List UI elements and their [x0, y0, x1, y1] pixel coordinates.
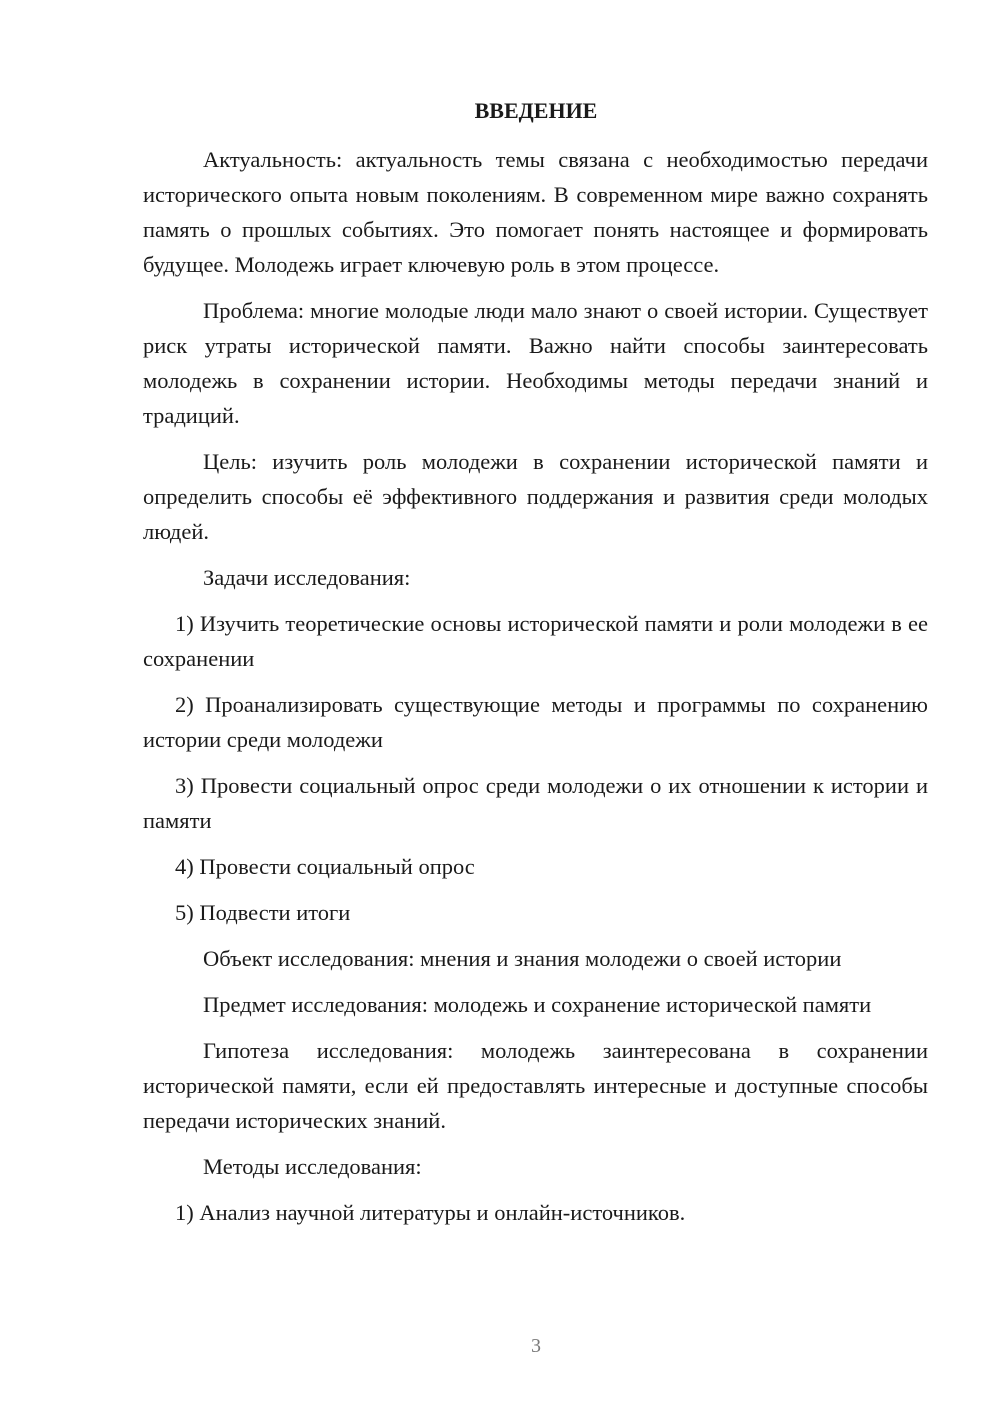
task-item: 1) Изучить теоретические основы исторической памяти и роли молодежи в ее сохранении: [143, 611, 928, 671]
methods-heading: Методы исследования:: [203, 1154, 422, 1179]
paragraph-hypothesis: Гипотеза исследования: молодежь заинтересована в сохранении исторической памяти, если ей предоставлять интересные и доступные способы передачи исторических знаний.: [143, 1038, 928, 1133]
paragraph-object: Объект исследования: мнения и знания молодежи о своей истории: [203, 946, 842, 971]
task-item: 4) Провести социальный опрос: [175, 854, 475, 879]
task-item: 3) Провести социальный опрос среди молодежи о их отношении к истории и памяти: [143, 773, 928, 833]
method-item: 1) Анализ научной литературы и онлайн-источников.: [175, 1200, 686, 1225]
section-title: ВВЕДЕНИЕ: [474, 98, 598, 123]
paragraph-problem: Проблема: многие молодые люди мало знают о своей истории. Существует риск утраты исторической памяти. Важно найти способы заинтересовать молодежь в сохранении истории. Необходимы методы передачи знаний и традиций.: [143, 298, 928, 428]
page-number: 3: [531, 1335, 541, 1357]
tasks-heading: Задачи исследования:: [203, 565, 411, 590]
paragraph-relevance: Актуальность: актуальность темы связана с необходимостью передачи исторического опыта новым поколениям. В современном мире важно сохранять память о прошлых событиях. Это помогает понять настоящее и формировать будущее. Молодежь играет ключевую роль в этом процессе.: [143, 147, 928, 277]
paragraph-subject: Предмет исследования: молодежь и сохранение исторической памяти: [203, 992, 872, 1017]
task-item: 5) Подвести итоги: [175, 900, 351, 925]
paragraph-goal: Цель: изучить роль молодежи в сохранении исторической памяти и определить способы её эффективного поддержания и развития среди молодых людей.: [143, 449, 928, 544]
task-item: 2) Проанализировать существующие методы и программы по сохранению истории среди молодежи: [143, 692, 928, 752]
page-body: [143, 142, 928, 1230]
